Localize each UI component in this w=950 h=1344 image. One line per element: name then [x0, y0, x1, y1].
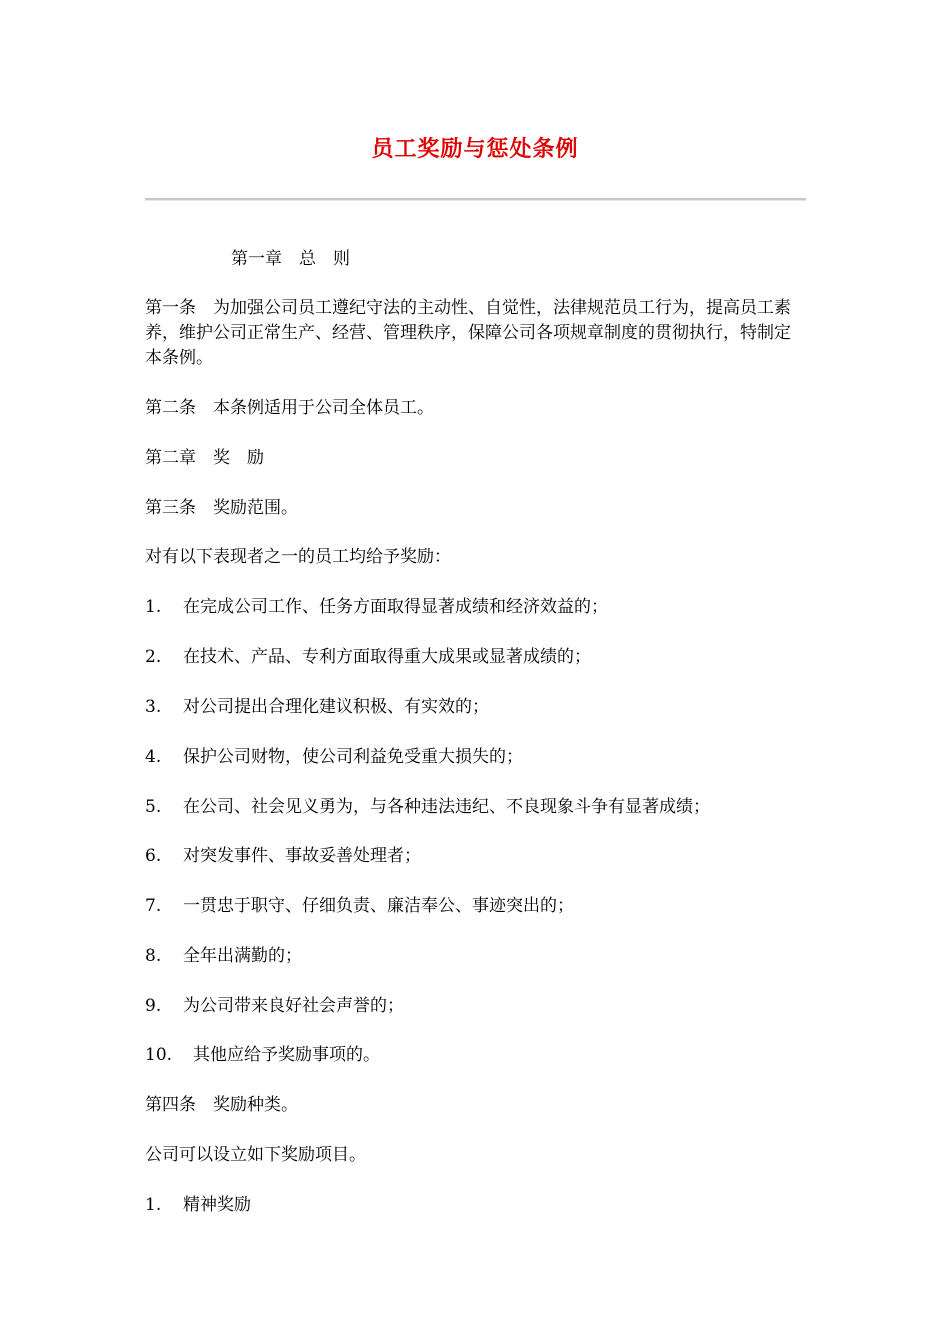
list-item: [145, 894, 574, 918]
reward-intro: 对有以下表现者之一的员工均给予奖励：: [145, 547, 451, 567]
list-item: [145, 1043, 380, 1067]
list-item: [145, 844, 421, 868]
list-item-text: 一贯忠于职守、仔细负责、廉洁奉公、事迹突出的；: [183, 896, 574, 916]
types-intro: 公司可以设立如下奖励项目。: [145, 1145, 366, 1165]
chapter-heading-general: 第一章 总 则: [231, 249, 350, 269]
chapter-heading-rewards: 第二章 奖 励: [145, 448, 264, 468]
list-item: [145, 695, 489, 719]
document-title: 员工奖励与惩处条例: [371, 137, 579, 162]
title-divider: [145, 198, 806, 201]
list-item-text: 对突发事件、事故妥善处理者；: [183, 846, 421, 866]
list-item-text: 为公司带来良好社会声誉的；: [183, 996, 404, 1016]
list-item: [145, 795, 710, 819]
list-item-text: 对公司提出合理化建议积极、有实效的；: [183, 697, 489, 717]
list-item-text: 在公司、社会见义勇为，与各种违法违纪、不良现象斗争有显著成绩；: [183, 797, 710, 817]
list-item: [145, 994, 404, 1018]
list-item: [145, 944, 302, 968]
list-item-number: 1.: [145, 1195, 162, 1215]
list-item-number: 3.: [145, 697, 162, 717]
list-item: [145, 595, 608, 619]
list-item-number: 8.: [145, 946, 162, 966]
list-item-text: 在完成公司工作、任务方面取得显著成绩和经济效益的；: [183, 597, 608, 617]
list-item-number: 5.: [145, 797, 162, 817]
article-4: 第四条 奖励种类。: [145, 1095, 298, 1115]
list-item: [145, 645, 591, 669]
list-item-text: 其他应给予奖励事项的。: [193, 1045, 380, 1065]
list-item-number: 7.: [145, 896, 162, 916]
list-item: [145, 745, 523, 769]
list-item-number: 6.: [145, 846, 162, 866]
list-item-number: 9.: [145, 996, 162, 1016]
list-item-text: 保护公司财物，使公司利益免受重大损失的；: [183, 747, 523, 767]
list-item-number: 2.: [145, 647, 162, 667]
list-item-text: 在技术、产品、专利方面取得重大成果或显著成绩的；: [183, 647, 591, 667]
list-item-text: 精神奖励: [183, 1195, 251, 1215]
list-item-number: 4.: [145, 747, 162, 767]
article-3: 第三条 奖励范围。: [145, 498, 298, 518]
article-1: 第一条 为加强公司员工遵纪守法的主动性、自觉性，法律规范员工行为，提高员工素养，维护公司正常生产、经营、管理秩序，保障公司各项规章制度的贯彻执行，特制定本条例。: [145, 298, 791, 368]
article-2: 第二条 本条例适用于公司全体员工。: [145, 398, 434, 418]
list-item-text: 全年出满勤的；: [183, 946, 302, 966]
list-item-number: 10.: [145, 1045, 173, 1065]
list-item-number: 1.: [145, 597, 162, 617]
list-item: [145, 1193, 251, 1217]
